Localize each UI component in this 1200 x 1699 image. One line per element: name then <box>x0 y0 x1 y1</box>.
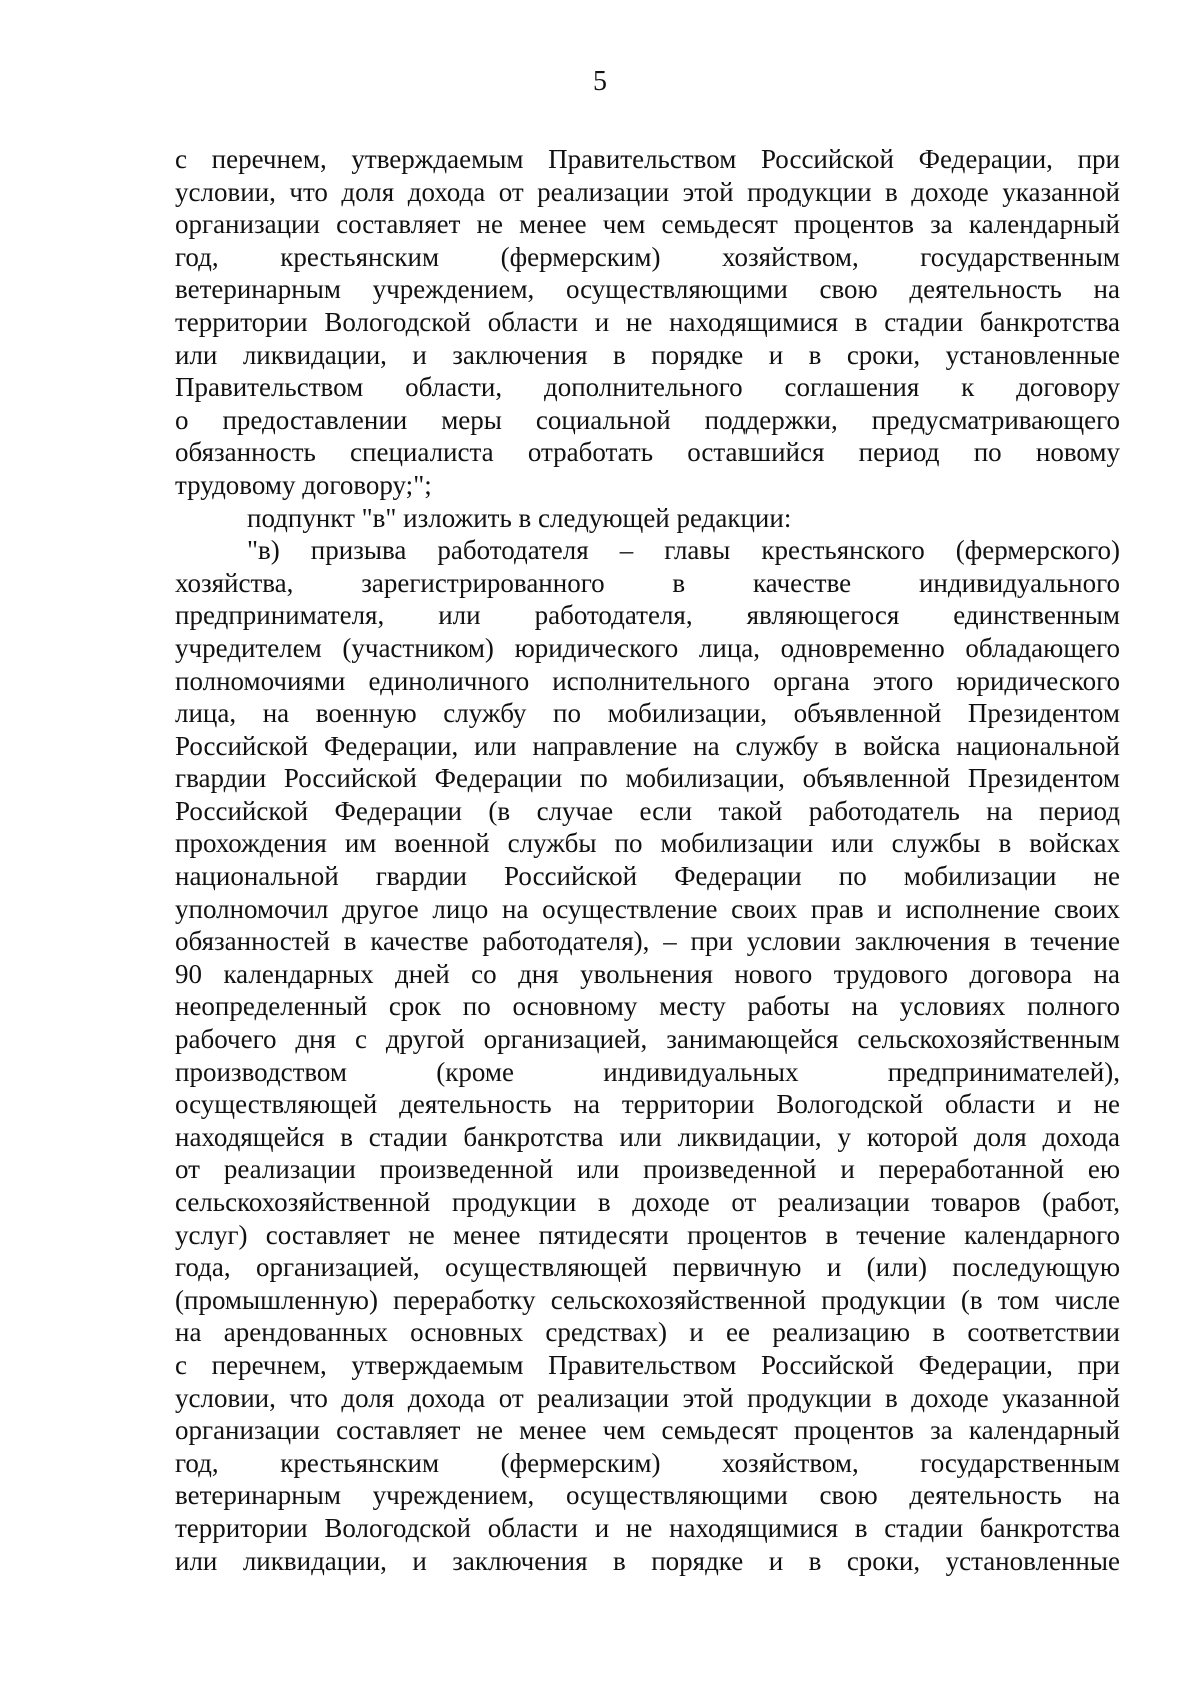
text-line: организации составляет не менее чем семьдесят процентов за календарный <box>175 209 1120 240</box>
text-line: или ликвидации, и заключения в порядке и в сроки, установленные <box>175 339 1120 370</box>
text-line: 90 календарных дней со дня увольнения нового трудового договора на <box>175 958 1120 989</box>
text-line: год, крестьянским (фермерским) хозяйством, государственным <box>175 241 1120 272</box>
text-line: Российской Федерации (в случае если такой работодатель на период <box>175 795 1120 826</box>
text-line: организации составляет не менее чем семьдесят процентов за календарный <box>175 1415 1120 1446</box>
page-number: 5 <box>593 66 607 97</box>
text-line: производством (кроме индивидуальных предпринимателей), <box>175 1056 1120 1087</box>
text-line: осуществляющей деятельность на территории Вологодской области и не <box>175 1089 1120 1120</box>
text-line: с перечнем, утверждаемым Правительством Российской Федерации, при <box>175 1349 1120 1380</box>
text-line: сельскохозяйственной продукции в доходе от реализации товаров (работ, <box>175 1187 1120 1217</box>
text-line: национальной гвардии Российской Федерации по мобилизации не <box>175 861 1120 892</box>
text-line: год, крестьянским (фермерским) хозяйством, государственным <box>175 1447 1120 1478</box>
text-line: хозяйства, зарегистрированного в качестве индивидуального <box>175 567 1120 598</box>
text-line: обязанностей в качестве работодателя), – при условии заключения в течение <box>175 926 1120 957</box>
text-line: территории Вологодской области и не находящимися в стадии банкротства <box>175 1512 1120 1543</box>
text-line: "в) призыва работодателя – главы крестьянского (фермерского) <box>247 535 1120 566</box>
text-line: на арендованных основных средствах) и ее реализацию в соответствии <box>175 1317 1120 1348</box>
text-line: территории Вологодской области и не находящимися в стадии банкротства <box>175 306 1120 337</box>
text-line: трудовому договору;"; <box>175 469 432 500</box>
text-line: условии, что доля дохода от реализации этой продукции в доходе указанной <box>175 176 1120 207</box>
text-line: лица, на военную службу по мобилизации, объявленной Президентом <box>175 698 1120 729</box>
text-line: условии, что доля дохода от реализации этой продукции в доходе указанной <box>175 1382 1120 1413</box>
text-line: Российской Федерации, или направление на службу в войска национальной <box>175 730 1120 761</box>
text-line: обязанность специалиста отработать оставшийся период по новому <box>175 437 1120 468</box>
text-line: прохождения им военной службы по мобилизации или службы в войсках <box>175 828 1120 859</box>
text-line: предпринимателя, или работодателя, являющегося единственным <box>175 600 1120 631</box>
text-line: с перечнем, утверждаемым Правительством Российской Федерации, при <box>175 144 1120 174</box>
text-line: ветеринарным учреждением, осуществляющими свою деятельность на <box>175 1480 1120 1511</box>
text-line: Правительством области, дополнительного соглашения к договору <box>175 372 1120 403</box>
text-line: или ликвидации, и заключения в порядке и в сроки, установленные <box>175 1545 1120 1576</box>
text-line: находящейся в стадии банкротства или ликвидации, у которой доля дохода <box>175 1121 1120 1152</box>
text-line: учредителем (участником) юридического лица, одновременно обладающего <box>175 632 1120 663</box>
document-body <box>175 143 1120 1577</box>
text-line: гвардии Российской Федерации по мобилизации, объявленной Президентом <box>175 763 1120 794</box>
text-line: услуг) составляет не менее пятидесяти процентов в течение календарного <box>175 1219 1120 1250</box>
text-line: подпункт "в" изложить в следующей редакции: <box>247 502 792 533</box>
text-line: уполномочил другое лицо на осуществление своих прав и исполнение своих <box>175 893 1120 924</box>
text-line: о предоставлении меры социальной поддержки, предусматривающего <box>175 404 1120 435</box>
text-line: года, организацией, осуществляющей первичную и (или) последующую <box>175 1252 1120 1283</box>
text-line: от реализации произведенной или произведенной и переработанной ею <box>175 1154 1120 1185</box>
text-line: (промышленную) переработку сельскохозяйственной продукции (в том числе <box>175 1284 1120 1315</box>
text-line: ветеринарным учреждением, осуществляющими свою деятельность на <box>175 274 1120 305</box>
text-line: рабочего дня с другой организацией, занимающейся сельскохозяйственным <box>175 1024 1120 1055</box>
text-line: полномочиями единоличного исполнительного органа этого юридического <box>175 665 1120 696</box>
text-line: неопределенный срок по основному месту работы на условиях полного <box>175 991 1120 1022</box>
